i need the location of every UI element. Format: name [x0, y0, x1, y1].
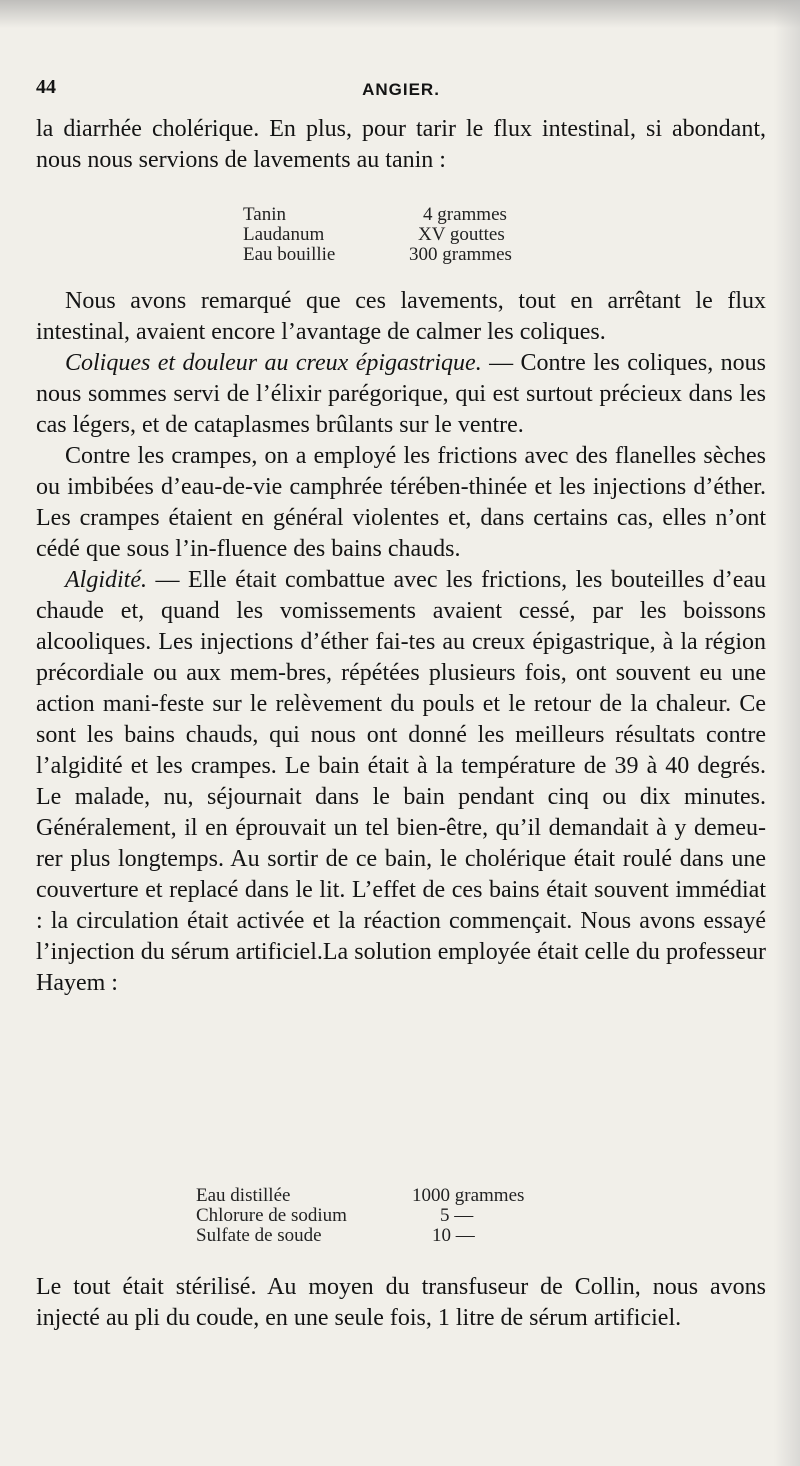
recipe-quantity: 5 — — [440, 1205, 474, 1226]
recipe-item: Eau distillée — [196, 1185, 291, 1206]
page-number: 44 — [36, 76, 56, 98]
section-heading-algidite: Algidité. — [65, 567, 147, 593]
paragraph-3 — [36, 348, 766, 441]
paragraph-1: la diarrhée cholérique. En plus, pour tarir le flux intestinal, si abondant, nous nous servions de lavements au tanin : — [36, 116, 766, 173]
text-block-2 — [36, 286, 766, 999]
recipe-item: Sulfate de soude — [196, 1225, 322, 1246]
recipe-quantity: 1000 grammes — [412, 1185, 525, 1206]
page-top-shadow — [0, 0, 800, 28]
paragraph-6: Le tout était stérilisé. Au moyen du transfuseur de Collin, nous avons injecté au pli du coude, en une seule fois, 1 litre de sérum artificiel. — [36, 1274, 766, 1331]
recipe-table-2 — [196, 1186, 556, 1246]
running-head — [36, 76, 766, 104]
section-heading-coliques: Coliques et douleur au creux épigastrique. — [65, 350, 482, 376]
recipe-row — [196, 1206, 556, 1226]
recipe-row — [196, 1186, 556, 1206]
page-right-shadow — [774, 0, 800, 1466]
paragraph-4: Contre les crampes, on a employé les frictions avec des flanelles sèches ou imbibées d’eau-de-vie camphrée térében-thinée et les injections d’éther. Les crampes étaient en général violentes et, dans certains cas, elles n’ont cédé que sous l’in-fluence des bains chauds. — [36, 443, 766, 562]
paragraph-5-body: — Elle était combattue avec les frictions, les bouteilles d’eau chaude et, quand les vomissements avaient cessé, par les boissons alcooliques. Les injections d’éther fai-tes au creux épigastrique, à la région précordiale ou aux mem-bres, répétées plusieurs fois, ont souvent eu une action mani-feste sur le relèvement du pouls et le retour de la chaleur. Ce sont les bains chauds, qui nous ont donné les meilleurs résultats contre l’algidité et les crampes. Le bain était à la température de 39 à 40 degrés. Le malade, nu, séjournait dans le bain pendant cinq ou dix minutes. Généralement, il en éprouvait un tel bien-être, qu’il demandait à y demeu-rer plus longtemps. Au sortir de ce bain, le cholérique était roulé dans une couverture et replacé dans le lit. L’effet de ces bains était souvent immédiat : la circulation était activée et la réaction commençait. Nous avons essayé l’injection du sérum artificiel.La solution employée était celle du professeur Hayem : — [36, 567, 766, 996]
paragraph-2: Nous avons remarqué que ces lavements, tout en arrêtant le flux intestinal, avaient encore l’avantage de calmer les coliques. — [36, 288, 766, 345]
recipe-table-1 — [243, 205, 573, 265]
running-title: ANGIER. — [362, 80, 440, 99]
recipe-item: Eau bouillie — [243, 244, 336, 265]
recipe-quantity: XV gouttes — [418, 224, 505, 245]
paragraph-5 — [36, 565, 766, 999]
recipe-row — [243, 205, 573, 225]
recipe-quantity: 4 grammes — [423, 204, 507, 225]
text-block-1 — [36, 114, 766, 176]
recipe-row — [243, 245, 573, 265]
recipe-item: Chlorure de sodium — [196, 1205, 347, 1226]
recipe-quantity: 10 — — [432, 1225, 475, 1246]
recipe-row — [196, 1226, 556, 1246]
recipe-item: Laudanum — [243, 224, 325, 245]
paragraph-3-body: — Contre les coliques, nous nous sommes servi de l’élixir parégorique, qui est surtout précieux dans les cas légers, et de cataplasmes brûlants sur le ventre. — [36, 350, 766, 438]
recipe-row — [243, 225, 573, 245]
recipe-item: Tanin — [243, 204, 286, 225]
recipe-quantity: 300 grammes — [409, 244, 512, 265]
text-block-3 — [36, 1272, 766, 1334]
